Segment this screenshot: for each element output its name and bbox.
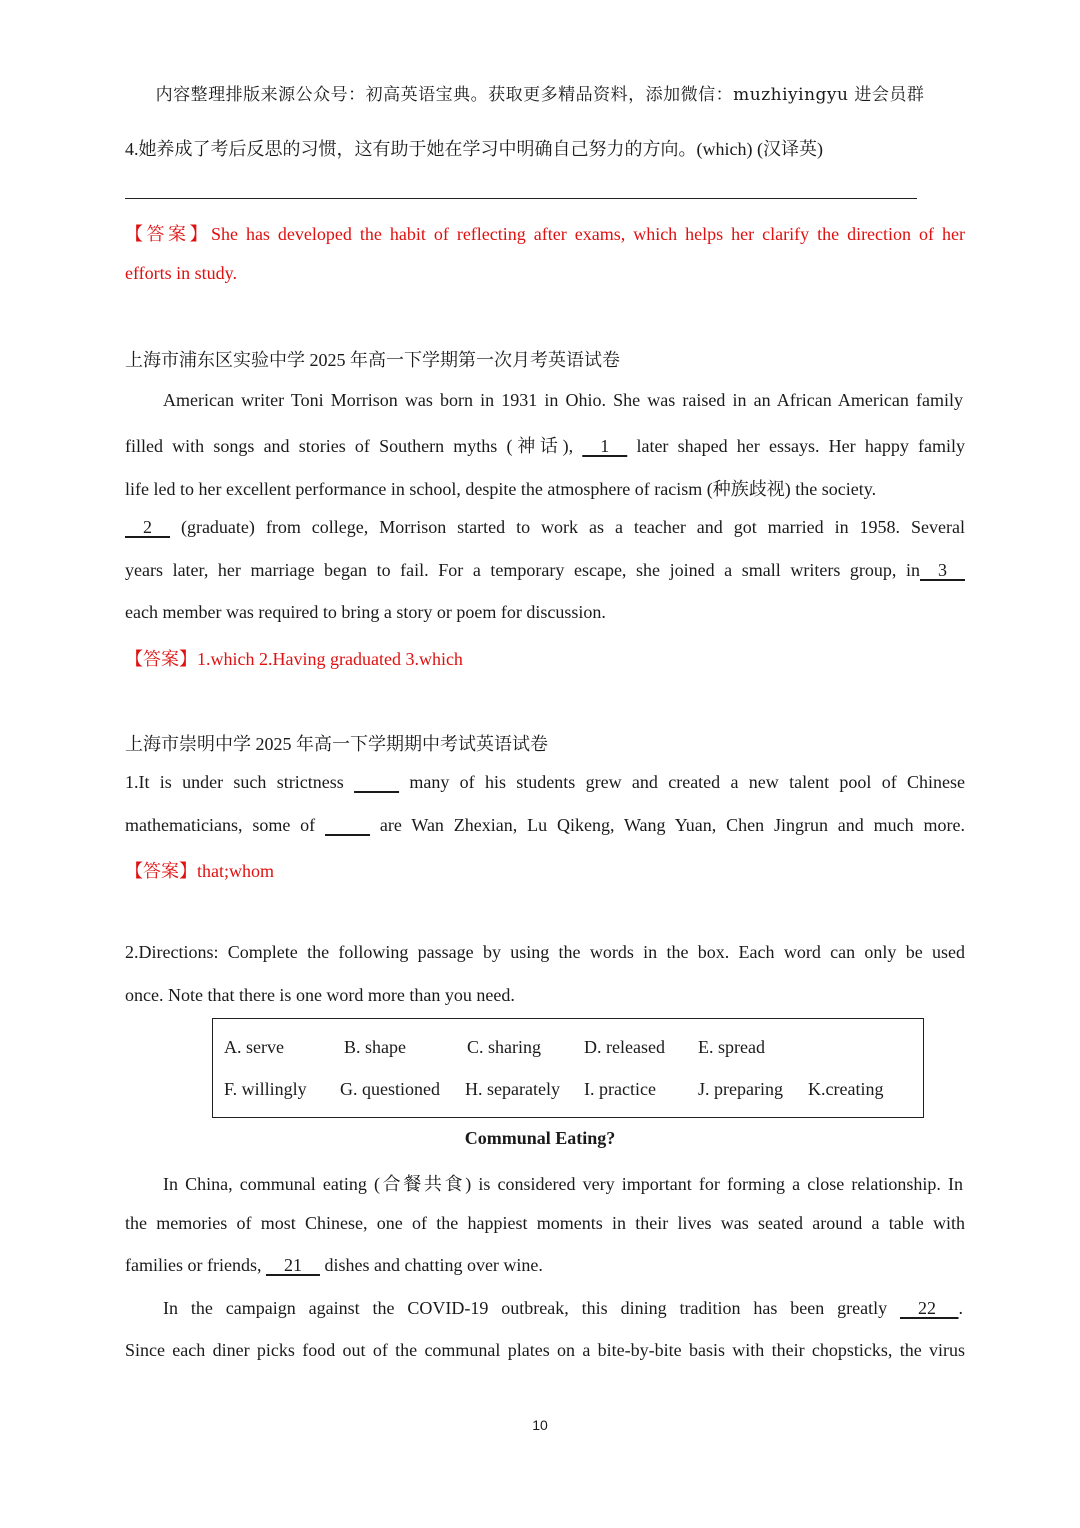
s1-line6: each member was required to bring a story or poem for discussion. xyxy=(125,602,606,622)
s1-line4: 2 (graduate) from college, Morrison started to work as a teacher and got married in 1958. Several xyxy=(125,517,965,537)
s1-line5: years later, her marriage began to fail. For a temporary escape, she joined a small writers group, in 3 xyxy=(125,560,965,580)
s1-line3: life led to her excellent performance in school, despite the atmosphere of racism (种族歧视) the society. xyxy=(125,479,877,499)
blank-22[interactable]: 22 xyxy=(900,1298,959,1318)
s2-q1-answer: 【答案】that;whom xyxy=(125,861,274,881)
s1-line1: American writer Toni Morrison was born in 1931 in Ohio. She was raised in an African American family xyxy=(163,390,963,410)
blank-3[interactable]: 3 xyxy=(920,560,965,580)
page-number: 10 xyxy=(532,1417,548,1433)
option-h: H. separately xyxy=(465,1079,560,1099)
s1-line2: filled with songs and stories of Southern myths (神话), 1 later shaped her essays. Her happy family xyxy=(125,436,965,456)
p1-line3: families or friends, 21 dishes and chatting over wine. xyxy=(125,1255,543,1275)
s2-q2-directions-line1: 2.Directions: Complete the following passage by using the words in the box. Each word can only be used xyxy=(125,942,965,962)
option-i: I. practice xyxy=(584,1079,656,1099)
option-a: A. serve xyxy=(224,1037,284,1057)
blank-2[interactable]: 2 xyxy=(125,517,170,537)
s1-answer: 【答案】1.which 2.Having graduated 3.which xyxy=(125,649,463,669)
p1-line2: the memories of most Chinese, one of the happiest moments in their lives was seated around a table with xyxy=(125,1213,965,1233)
q4-answer-line1: 【答案】She has developed the habit of reflecting after exams, which helps her clarify the direction of her xyxy=(125,224,965,244)
option-b: B. shape xyxy=(344,1037,406,1057)
blank-that[interactable] xyxy=(354,772,399,793)
section2-title: 上海市崇明中学 2025 年高一下学期期中考试英语试卷 xyxy=(125,734,548,754)
option-c: C. sharing xyxy=(467,1037,541,1057)
option-j: J. preparing xyxy=(698,1079,783,1099)
s2-q1-line1: 1.It is under such strictness many of his students grew and created a new talent pool of Chinese xyxy=(125,772,966,792)
answer-label: 【答案】 xyxy=(125,861,197,881)
q4-answer-line2: efforts in study. xyxy=(125,263,237,283)
answer-rule-line xyxy=(125,198,917,199)
s2-q1-line2: mathematicians, some of are Wan Zhexian, Lu Qikeng, Wang Yuan, Chen Jingrun and much more. xyxy=(125,815,965,835)
blank-whom[interactable] xyxy=(325,815,370,836)
word-box xyxy=(212,1018,924,1118)
page-header-banner: 内容整理排版来源公众号：初高英语宝典。获取更多精品资料，添加微信：muzhiyingyu 进会员群 xyxy=(155,85,925,105)
p2-line2: Since each diner picks food out of the communal plates on a bite-by-bite basis with their chopsticks, the virus xyxy=(125,1340,965,1360)
option-f: F. willingly xyxy=(224,1079,307,1099)
blank-1[interactable]: 1 xyxy=(582,436,628,456)
q4-question: 4.她养成了考后反思的习惯，这有助于她在学习中明确自己努力的方向。(which) (汉译英) xyxy=(125,139,823,159)
p2-line1: In the campaign against the COVID-19 outbreak, this dining tradition has been greatly 22 . xyxy=(163,1298,963,1318)
option-e: E. spread xyxy=(698,1037,765,1057)
passage-title: Communal Eating? xyxy=(464,1128,616,1148)
section1-title: 上海市浦东区实验中学 2025 年高一下学期第一次月考英语试卷 xyxy=(125,350,620,370)
answer-label: 【答案】 xyxy=(125,649,197,669)
s2-q2-directions-line2: once. Note that there is one word more than you need. xyxy=(125,985,515,1005)
answer-label: 【答案】 xyxy=(125,224,211,244)
p1-line1: In China, communal eating (合餐共食) is considered very important for forming a close relationship. In xyxy=(163,1174,963,1194)
option-g: G. questioned xyxy=(340,1079,440,1099)
option-d: D. released xyxy=(584,1037,665,1057)
blank-21[interactable]: 21 xyxy=(265,1255,320,1275)
option-k: K.creating xyxy=(808,1079,884,1099)
